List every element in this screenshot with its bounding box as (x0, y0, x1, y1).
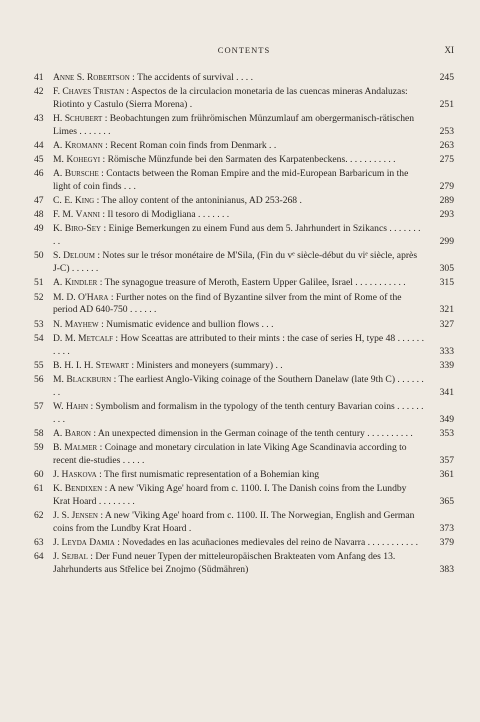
entry-author: C. E. King (53, 195, 95, 207)
entry-page: 245 (439, 72, 454, 83)
entry-text (53, 223, 424, 249)
entry-text (53, 319, 424, 332)
entry-leader: . . . . . . . . (96, 495, 135, 507)
entry-separator: : (90, 427, 98, 439)
entry-separator: : (113, 332, 121, 344)
entry-leader: . . . . . . . . . (53, 400, 424, 425)
toc-entry (34, 483, 454, 509)
entry-author: M. D. O'Hara (53, 291, 109, 303)
entry-title: Numismatic evidence and bullion flows (106, 318, 260, 330)
entry-author: B. H. I. H. Stewart (53, 359, 129, 371)
toc-entry (34, 469, 454, 482)
entry-leader: . . . . . . . . . . . (365, 536, 418, 548)
toc-entry (34, 401, 454, 427)
entry-separator: : (102, 482, 110, 494)
entry-text (53, 277, 424, 290)
entry-page: 361 (439, 468, 454, 480)
toc-entry (34, 319, 454, 332)
entry-separator: : (97, 277, 105, 289)
running-head (34, 45, 454, 59)
entry-title: A new 'Viking Age' hoard from c. 1100. I. The Danish coins from the Lundby Krat Hoard (53, 482, 407, 507)
entry-separator: : (114, 536, 123, 548)
entry-text (53, 168, 424, 194)
entry-text (53, 113, 424, 139)
entry-author: F. Chaves Tristan (53, 86, 124, 98)
entry-number: 50 (34, 250, 44, 262)
entry-number: 49 (34, 223, 44, 235)
entry-page: 263 (439, 140, 454, 152)
entry-page: 379 (439, 536, 454, 548)
entry-author: J. Haskova (53, 468, 97, 480)
toc-entry (34, 113, 454, 139)
page-number: XI (444, 45, 454, 55)
entry-title: Der Fund neuer Typen der mitteleuropäischen Brakteaten vom Anfang des 13. Jahrhunderts aus Střelice bei Znojmo (Südmähren) (53, 551, 396, 575)
entry-text (53, 250, 424, 276)
entry-author: F. M. Vanni (53, 209, 100, 221)
entry-leader: . . . . . . . . . . . (352, 277, 406, 289)
toc-entry (34, 292, 454, 318)
toc-entry (34, 140, 454, 153)
entry-text (53, 401, 424, 427)
entry-author: A. Bursche (53, 168, 99, 180)
toc-entry (34, 223, 454, 249)
entry-author: W. Hahn (53, 400, 89, 412)
toc-entry (34, 428, 454, 441)
toc-entry (34, 86, 454, 112)
entry-author: B. Malmer (53, 441, 98, 453)
entry-leader: . . . . (233, 72, 253, 83)
entry-page: 357 (439, 454, 454, 466)
entry-title: Symbolism and formalism in the typology of the tenth century Bavarian coins (95, 400, 395, 412)
entry-separator: : (124, 86, 131, 98)
entry-text (53, 154, 424, 167)
entry-title: Contacts between the Roman Empire and the mid-European Barbaricum in the light of coin finds (53, 168, 409, 193)
toc-entry (34, 209, 454, 222)
entry-separator: : (97, 509, 105, 521)
entry-number: 60 (34, 468, 44, 480)
toc-entry (34, 154, 454, 167)
entry-separator: : (111, 373, 119, 385)
entry-separator: : (99, 209, 108, 221)
entry-text (53, 442, 424, 468)
entry-title: Coinage and monetary circulation in late Viking Age Scandinavia according to recent die-studies (53, 441, 407, 466)
entry-leader: . . . . . . . . . . (53, 332, 424, 357)
entry-number: 57 (34, 400, 44, 412)
entry-author: H. Schubert (53, 113, 103, 125)
entry-text (53, 551, 424, 577)
toc-entry (34, 374, 454, 400)
entry-separator: : (102, 113, 110, 125)
entry-author: J. S. Jensen (53, 509, 98, 521)
entry-number: 54 (34, 332, 44, 344)
entry-page: 279 (439, 181, 454, 193)
entry-number: 53 (34, 318, 44, 330)
entry-number: 48 (34, 209, 44, 221)
entry-text (53, 140, 424, 153)
entry-text (53, 86, 424, 112)
entry-author: M. Kohegyi (53, 154, 101, 166)
entry-number: 41 (34, 72, 44, 83)
entry-author: S. Deloum (53, 250, 95, 262)
entry-title: Einige Bemerkungen zu einem Fund aus dem 5. Jahrhundert in Szikancs (108, 223, 387, 235)
entry-number: 64 (34, 551, 44, 563)
toc-entry (34, 168, 454, 194)
entry-title: The first numismatic representation of a Bohemian king (104, 468, 320, 480)
entry-separator: : (88, 400, 96, 412)
entry-leader: . . . . . . (127, 304, 157, 316)
entry-leader: . (186, 522, 192, 534)
entry-title: Ministers and moneyers (summary) (136, 359, 274, 371)
toc-entry (34, 333, 454, 359)
entry-number: 44 (34, 140, 44, 152)
entry-page: 315 (439, 277, 454, 289)
entry-separator: : (98, 318, 107, 330)
entry-separator: : (87, 551, 96, 563)
toc-entry (34, 72, 454, 85)
entry-page: 373 (439, 522, 454, 534)
entry-page: 349 (439, 413, 454, 425)
entry-number: 43 (34, 113, 44, 125)
toc-entry (34, 250, 454, 276)
entry-separator: : (129, 72, 138, 83)
entry-number: 45 (34, 154, 44, 166)
entry-separator: : (128, 359, 137, 371)
entry-author: N. Mayhew (53, 318, 99, 330)
entry-title: Recent Roman coin finds from Denmark (110, 140, 267, 152)
entry-page: 333 (439, 345, 454, 357)
entry-leader: . . . . . . . (76, 126, 111, 137)
entry-separator: : (94, 195, 102, 207)
contents-list (34, 72, 454, 578)
entry-author: D. M. Metcalf (53, 332, 114, 344)
entry-page: 383 (439, 563, 454, 575)
entry-author: M. Blackburn (53, 373, 112, 385)
entry-page: 365 (439, 495, 454, 507)
entry-number: 52 (34, 291, 44, 303)
entry-leader: . . . . . . . . . (53, 223, 421, 248)
entry-separator: : (102, 140, 111, 152)
entry-title: Beobachtungen zum frührömischen Münzumlauf am obergermanisch-rätischen Limes (53, 113, 415, 137)
entry-author: J. Leyda Damia (53, 536, 115, 548)
entry-text (53, 428, 424, 441)
entry-text (53, 209, 424, 222)
entry-leader: . . . . . . (69, 263, 99, 275)
entry-title: Il tesoro di Modigliana (107, 209, 196, 221)
entry-page: 327 (439, 318, 454, 330)
entry-number: 56 (34, 373, 44, 385)
entry-page: 251 (439, 99, 454, 110)
entry-page: 299 (439, 236, 454, 248)
entry-leader: . . (273, 359, 283, 371)
entry-separator: : (108, 291, 116, 303)
toc-entry (34, 551, 454, 577)
entry-leader: . . . (259, 318, 274, 330)
entry-text (53, 469, 424, 482)
entry-title: Notes sur le trésor monétaire de M'Sila, (Fin du vᵉ siècle-début du viᵉ siècle, après J-C) (53, 250, 418, 275)
entry-author: K. Bendixen (53, 482, 103, 494)
entry-title: Novedades en las acuñaciones medievales del reino de Navarra (122, 536, 366, 548)
entry-page: 305 (439, 263, 454, 275)
entry-page: 321 (439, 304, 454, 316)
entry-leader: . . . . . . . . (53, 373, 424, 398)
entry-number: 63 (34, 536, 44, 548)
entry-page: 341 (439, 386, 454, 398)
entry-title: The earliest Anglo-Viking coinage of the Southern Danelaw (late 9th C) (118, 373, 396, 385)
entry-leader: . . . . . . . . . . (347, 154, 396, 166)
entry-text (53, 483, 424, 509)
entry-separator: : (94, 250, 103, 262)
toc-entry (34, 277, 454, 290)
entry-title: How Sceattas are attributed to their mints : the case of series H, type 48 (120, 332, 396, 344)
entry-separator: : (97, 441, 105, 453)
toc-entry (34, 537, 454, 550)
entry-number: 47 (34, 195, 44, 207)
entry-author: A. Kindler (53, 277, 98, 289)
entry-leader: . (297, 195, 302, 207)
entry-text (53, 374, 424, 400)
entry-page: 339 (439, 359, 454, 371)
entry-title: The alloy content of the antoninianus, AD 253-268 (101, 195, 298, 207)
entry-title: A new 'Viking Age' hoard from c. 1100. II. The Norwegian, English and German coins from the Lundby Krat Hoard (53, 509, 415, 534)
toc-entry (34, 442, 454, 468)
entry-text (53, 333, 424, 359)
entry-text (53, 292, 424, 318)
entry-title: The accidents of survival (137, 72, 234, 83)
entry-page: 275 (439, 154, 454, 166)
toc-entry (34, 510, 454, 536)
entry-number: 42 (34, 86, 44, 98)
running-title: CONTENTS (217, 45, 271, 55)
entry-separator: : (98, 168, 107, 180)
entry-leader: . . . . . . . . . . (364, 427, 413, 439)
entry-number: 58 (34, 427, 44, 439)
entry-author: Anne S. Robertson (53, 72, 130, 83)
entry-number: 61 (34, 482, 44, 494)
entry-text (53, 537, 424, 550)
entry-number: 46 (34, 168, 44, 180)
entry-title: Römische Münzfunde bei den Sarmaten des Karpatenbeckens. (107, 154, 348, 166)
entry-number: 62 (34, 509, 44, 521)
toc-entry (34, 195, 454, 208)
entry-separator: : (101, 223, 109, 235)
entry-text (53, 510, 424, 536)
entry-number: 55 (34, 359, 44, 371)
entry-author: K. Biro-Sey (53, 223, 102, 235)
entry-leader: . (187, 99, 193, 110)
entry-text (53, 72, 424, 85)
entry-separator: : (96, 468, 105, 480)
entry-text (53, 195, 424, 208)
entry-author: A. Baron (53, 427, 91, 439)
entry-page: 289 (439, 195, 454, 207)
entry-page: 353 (439, 427, 454, 439)
entry-number: 51 (34, 277, 44, 289)
entry-separator: : (100, 154, 108, 166)
entry-leader: . . (266, 140, 277, 152)
entry-author: J. Sejbal (53, 551, 88, 563)
entry-text (53, 360, 424, 373)
toc-entry (34, 360, 454, 373)
entry-title: Further notes on the find of Byzantine silver from the mint of Rome of the period AD 640-750 (53, 291, 402, 316)
entry-number: 59 (34, 441, 44, 453)
entry-leader: . . . (121, 181, 136, 193)
entry-author: A. Kromann (53, 140, 103, 152)
entry-title: An unexpected dimension in the German coinage of the tenth century (97, 427, 365, 439)
entry-page: 253 (439, 126, 454, 137)
entry-title: Aspectos de la circulacion monetaria de las cuencas mineras Andaluzas: Riotinto y Castulo (Sierra Morena) (53, 86, 408, 110)
entry-title: The synagogue treasure of Meroth, Eastern Upper Galilee, Israel (104, 277, 353, 289)
entry-leader: . . . . . . . (195, 209, 230, 221)
entry-leader: . . . . . (120, 454, 145, 466)
entry-page: 293 (439, 209, 454, 221)
